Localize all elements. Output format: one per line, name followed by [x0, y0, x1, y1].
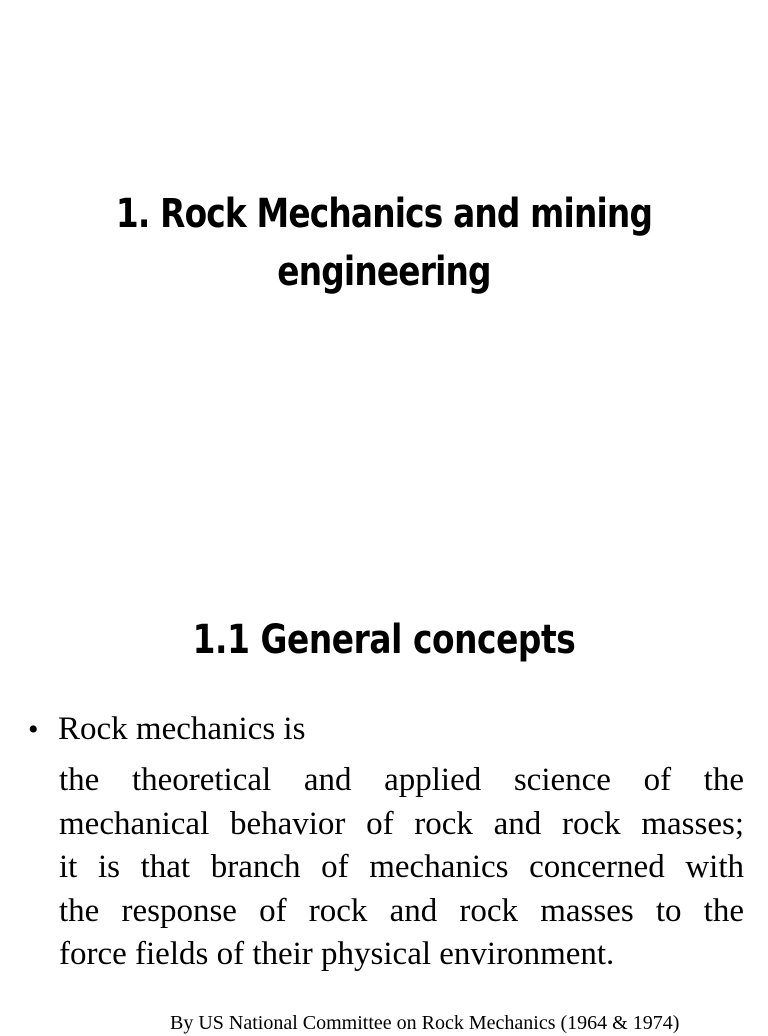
definition-line: the theoretical and applied science of the	[59, 762, 744, 798]
section-heading: 1.1 General concepts	[192, 617, 576, 663]
definition-line: it is that branch of mechanics concerned with	[59, 849, 744, 885]
definition-line: mechanical behavior of rock and rock masses;	[59, 805, 744, 842]
bullet-item	[28, 707, 305, 752]
citation-text: By US National Committee on Rock Mechanics (1964 & 1974)	[170, 1012, 680, 1034]
page-title: 1. Rock Mechanics and mining engineering	[115, 191, 653, 295]
bullet-text: Rock mechanics is	[58, 711, 306, 747]
definition-line: force fields of their physical environment.	[59, 936, 615, 972]
bullet-icon: •	[28, 713, 39, 746]
definition-line: the response of rock and rock masses to the	[59, 892, 744, 929]
definition-paragraph	[59, 759, 744, 977]
